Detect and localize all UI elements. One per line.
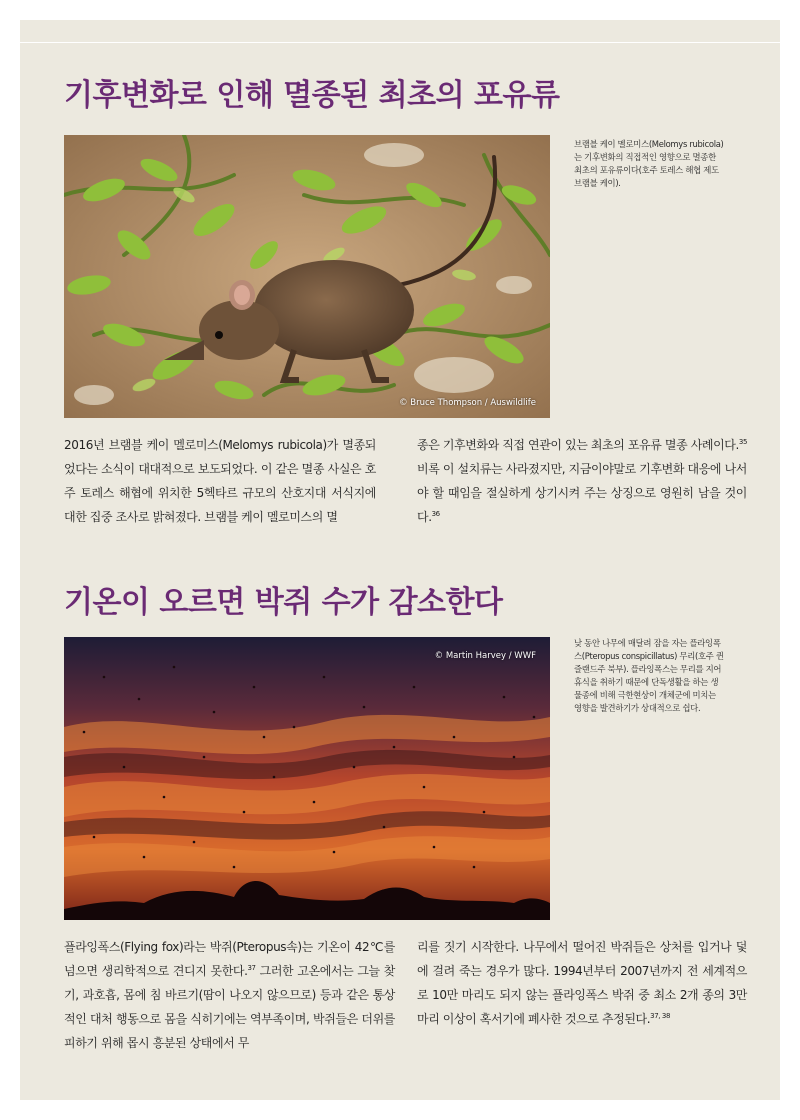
photo-credit: © Martin Harvey / WWF (434, 651, 536, 661)
photo-credit: © Bruce Thompson / Auswildlife (399, 398, 536, 408)
rat-photo (64, 135, 550, 418)
section2-col1-text-b: 그러한 고온에서는 그늘 찾기, 과호흡, 몸에 침 바르기(땀이 나오지 않으므로) 등과 같은 통상적인 대처 행동으로 몸을 식히기에는 역부족이며, 박쥐들은 더위를 피하기 위해 몹시 흥분된 상태에서 무 (64, 964, 395, 1050)
section1-heading: 기후변화로 인해 멸종된 최초의 포유류 (64, 78, 560, 113)
section1-body-col1: 2016년 브램블 케이 멜로미스(Melomys rubicola)가 멸종되었다는 소식이 대대적으로 보도되었다. 이 같은 멸종 사실은 호주 토레스 해협에 위치한 5헥타르 규모의 산호지대 서식지에 대한 집중 조사로 밝혀졌다. 브램블 케이 멜로미스의 멸 (64, 438, 376, 524)
bats-photo-caption: 낮 동안 나무에 매달려 잠을 자는 플라잉폭스(Pteropus conspicillatus) 무리(호주 퀸즐랜드주 북부). 플라잉폭스는 무리를 지어 휴식을 취하기 때문에 단독생활을 하는 생물종에 비해 극한현상이 개체군에 미치는 영향을 발견하기가 상대적으로 쉽다. (574, 638, 724, 713)
section1-col2-text-b: 비록 이 설치류는 사라졌지만, 지금이야말로 기후변화 대응에 나서야 할 때임을 절실하게 상기시켜 주는 상징으로 영원히 남을 것이다. (417, 462, 747, 524)
footnote-ref: 37, 38 (650, 1012, 671, 1020)
section2-body-col2 (417, 935, 747, 1031)
section2-heading: 기온이 오르면 박쥐 수가 감소한다 (64, 585, 503, 620)
section2-col2-text: 리를 짓기 시작한다. 나무에서 떨어진 박쥐들은 상처를 입거나 덫에 걸려 죽는 경우가 많다. 1994년부터 2007년까지 전 세계적으로 10만 마리도 되지 않는 플라잉폭스 박쥐 중 최소 2개 종의 3만 마리 이상이 혹서기에 폐사한 것으로 추정된다. (417, 940, 747, 1026)
section1-col2-text: 종은 기후변화와 직접 연관이 있는 최초의 포유류 멸종 사례이다. (417, 438, 739, 452)
section1-body-col2 (417, 433, 747, 529)
section2-col1-text: 플라잉폭스(Flying fox)라는 박쥐(Pteropus속)는 기온이 42℃를 넘으면 생리학적으로 견디지 못한다. (64, 940, 395, 978)
top-divider (20, 42, 780, 43)
section2-body-col1 (64, 935, 395, 1055)
rat-photo-caption: 브램블 케이 멜로미스(Melomys rubicola)는 기후변화의 직접적인 영향으로 멸종한 최초의 포유류이다(호주 토레스 해협 제도 브램블 케이). (574, 139, 724, 188)
footnote-ref: 36 (431, 510, 440, 518)
footnote-ref: 35 (738, 438, 747, 446)
sunset-bats-photo (64, 637, 550, 920)
page (20, 20, 780, 1100)
footnote-ref: 37 (247, 964, 256, 972)
